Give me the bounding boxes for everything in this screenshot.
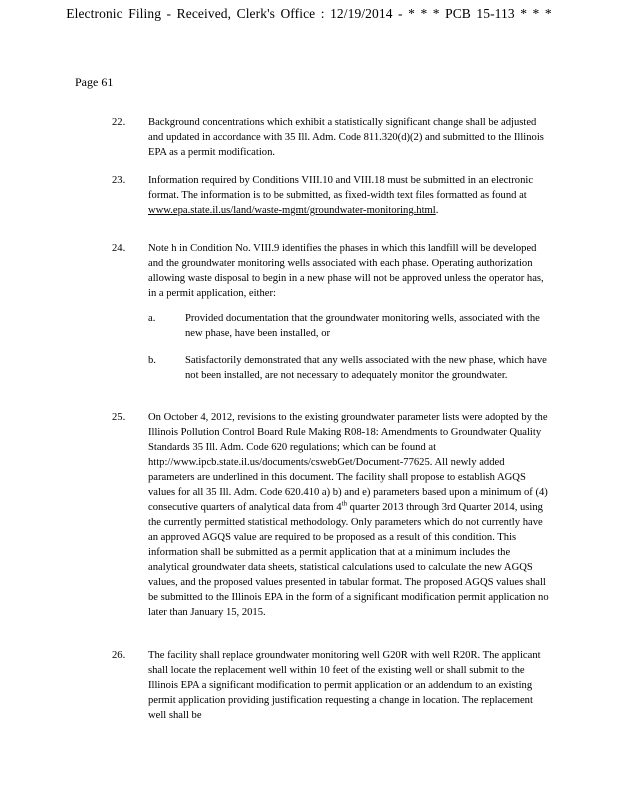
condition-item-26 bbox=[112, 648, 552, 723]
item-text bbox=[148, 410, 552, 620]
subitem-text: Provided documentation that the groundwater monitoring wells, associated with the new phase, have been installed, or bbox=[185, 313, 540, 339]
item-number: 26. bbox=[112, 650, 126, 661]
condition-item-24 bbox=[112, 241, 552, 301]
subitem-b bbox=[148, 353, 552, 383]
item-number: 25. bbox=[112, 412, 126, 423]
item-text: The facility shall replace groundwater monitoring well G20R with well R20R. The applicant shall locate the replacement well within 10 feet of the existing well or shall submit to the Illinois EPA a significant modification to permit application or an addendum to an existing permit application providing justification requesting a change in location. The replacement well shall be bbox=[148, 650, 541, 721]
item-text-before-link: Information required by Conditions VIII.10 and VIII.18 must be submitted in an electronic format. The information is to be submitted, as fixed-width text files formatted as found at bbox=[148, 175, 534, 201]
item-text bbox=[148, 173, 552, 218]
item-text-part-b: quarter 2013 through 3rd Quarter 2014, using the currently permitted statistical methodology. Only parameters which do not currently have an approved AGQS value are required to be proposed as a result of this condition. This information shall be submitted as a permit application that at a minimum includes the analytical groundwater data sheets, statistical calculations used to calculate the new AGQS values, and the proposed values presented in tabular format. The proposed AGQS values shall be submitted to the Illinois EPA in the form of a significant modification permit application no later than January 15, 2015. bbox=[148, 502, 549, 618]
groundwater-monitoring-link[interactable]: www.epa.state.il.us/land/waste-mgmt/groundwater-monitoring.html bbox=[148, 205, 436, 216]
subitem-letter: b. bbox=[148, 355, 156, 366]
item-text-after-link: . bbox=[435, 205, 439, 216]
subitem-letter: a. bbox=[148, 313, 156, 324]
condition-item-23 bbox=[112, 173, 552, 218]
page-number: Page 61 bbox=[75, 75, 114, 89]
filing-stamp: Electronic Filing - Received, Clerk's Office : 12/19/2014 - * * * PCB 15-113 * * * bbox=[66, 6, 552, 21]
subitem-a bbox=[148, 311, 552, 341]
item-number: 22. bbox=[112, 117, 126, 128]
item-text: Note h in Condition No. VIII.9 identifies the phases in which this landfill will be developed and the groundwater monitoring wells associated with each phase. Operating authorization allowing waste disposal to begin in a new phase will not be approved unless the operator has, in a permit application, either: bbox=[148, 243, 544, 299]
item-number: 24. bbox=[112, 243, 126, 254]
item-number: 23. bbox=[112, 175, 126, 186]
item-text-part-a: On October 4, 2012, revisions to the existing groundwater parameter lists were adopted by the Illinois Pollution Control Board Rule Making R08-18: Amendments to Groundwater Quality Standards 35 Ill. Adm. Code 620 regulations; which can be found at http://www.ipcb.state.il.us/documents/cswebGet/Document-77625. All newly added parameters are underlined in this document. The facility shall propose to establish AGQS values for all 35 Ill. Adm. Code 620.410 a) b) and e) parameters based upon a minimum of (4) consecutive quarters of analytical data from 4 bbox=[148, 412, 548, 513]
condition-item-25 bbox=[112, 410, 552, 620]
subitem-text: Satisfactorily demonstrated that any wells associated with the new phase, which have not been installed, are not necessary to adequately monitor the groundwater. bbox=[185, 355, 547, 381]
ordinal-superscript: th bbox=[341, 499, 348, 508]
item-text: Background concentrations which exhibit a statistically significant change shall be adjusted and updated in accordance with 35 Ill. Adm. Code 811.320(d)(2) and submitted to the Illinois EPA as a permit modification. bbox=[148, 117, 544, 158]
condition-item-22 bbox=[112, 115, 552, 160]
